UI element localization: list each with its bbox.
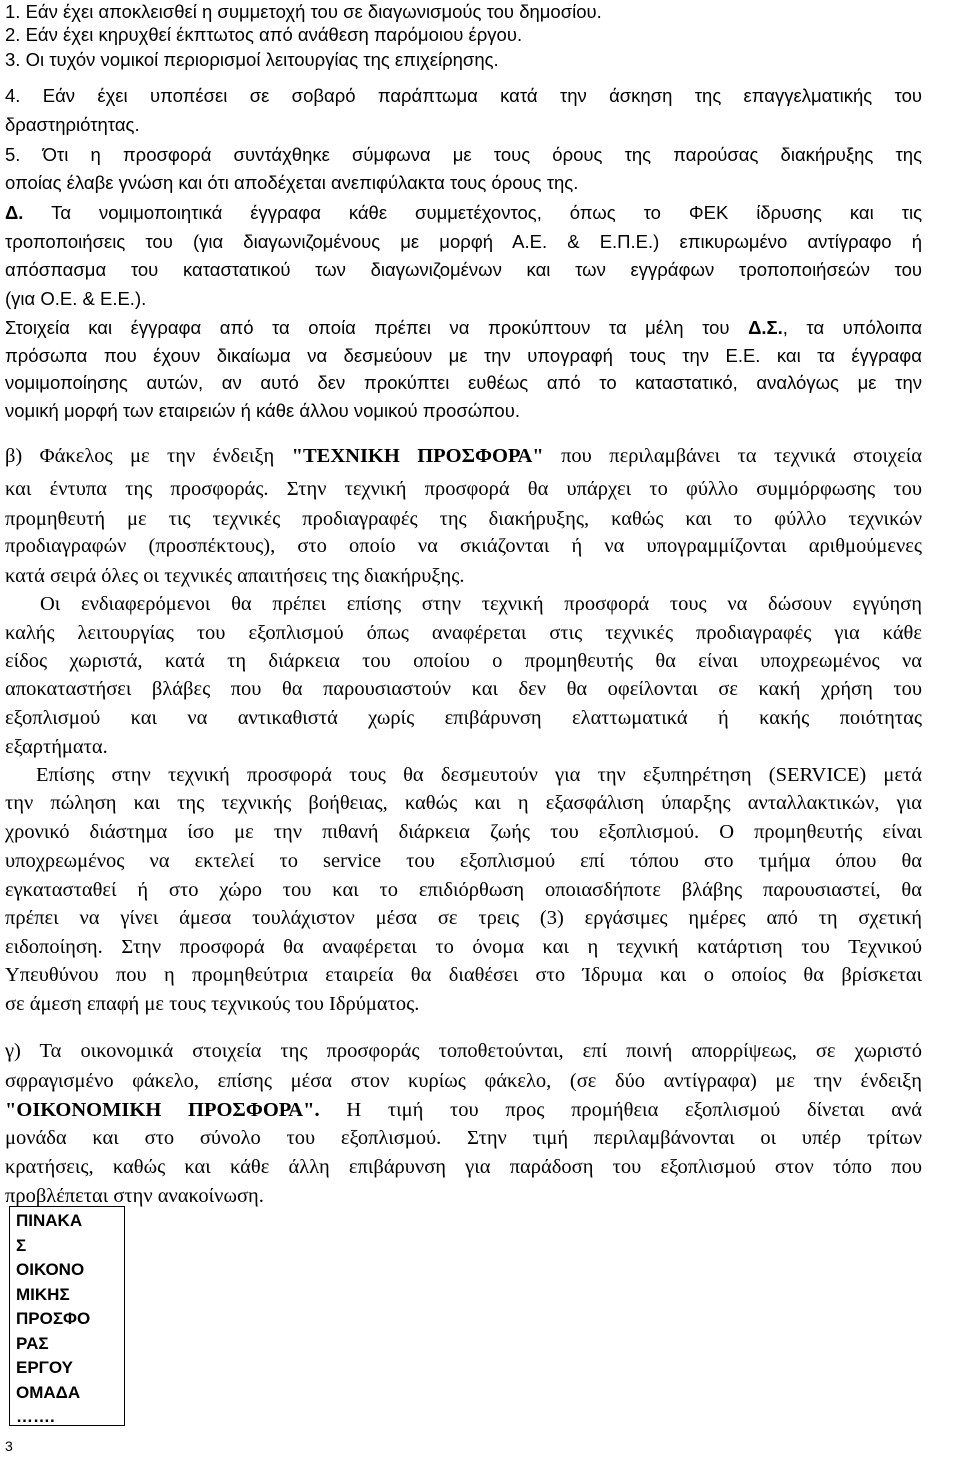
text-line: τροποποιήσεις του (για διαγωνιζομένους με μορφή Α.Ε. & Ε.Π.Ε.) επικυρωμένο αντίγραφο ή (5, 231, 922, 252)
text-span: Η τιμή του προς προμήθεια εξοπλισμού δίνεται ανά (346, 1099, 923, 1121)
bold-label: Δ. (5, 202, 24, 223)
table-cell-box (9, 1206, 125, 1426)
text-line: απόσπασμα του καταστατικού των διαγωνιζομένων και των εγγράφων τροποποιήσεών του (5, 259, 922, 280)
text-line: 3. Οι τυχόν νομικοί περιορισμοί λειτουργίας της επιχείρησης. (5, 49, 499, 70)
table-cell-line: Σ (16, 1235, 27, 1255)
text-span: , τα υπόλοιπα (782, 317, 923, 338)
text-span: που περιλαμβάνει τα τεχνικά στοιχεία (561, 445, 922, 467)
text-line: οποίας έλαβε γνώση και ότι αποδέχεται ανεπιφύλακτα τους όρους της. (5, 172, 579, 193)
text-span: Στοιχεία και έγγραφα από τα οποία πρέπει να προκύπτουν τα μέλη του (5, 317, 730, 338)
page-number: 3 (5, 1438, 13, 1454)
table-cell-line: ΠΡΟΣΦΟ (16, 1309, 91, 1328)
text-line (5, 314, 922, 342)
bold-label: "ΟΙΚΟΝΟΜΙΚΗ ΠΡΟΣΦΟΡΑ". (5, 1099, 320, 1121)
bold-label: "ΤΕΧΝΙΚΗ ΠΡΟΣΦΟΡΑ" (291, 445, 544, 467)
text-line (5, 442, 922, 470)
text-line: νομική μορφή των εταιρειών ή κάθε άλλου νομικού προσώπου. (5, 400, 520, 421)
text-line: 5. Ότι η προσφορά συντάχθηκε σύμφωνα με τους όρους της παρούσας διακήρυξης της (5, 144, 922, 165)
text-line: κατά σειρά όλες οι τεχνικές απαιτήσεις της διακήρυξης. (5, 565, 465, 587)
table-cell-line: ΕΡΓΟΥ (16, 1358, 73, 1377)
text-line: πρέπει να γίνει άμεσα τουλάχιστον μέσα σε τρεις (3) εργάσιμες ημέρες από τη σχετική (5, 907, 922, 929)
text-line: Υπευθύνου που η προμηθεύτρια εταιρεία θα διαθέσει στο Ίδρυμα και ο οποίος θα βρίσκεται (5, 964, 922, 986)
text-line: και έντυπα της προσφοράς. Στην τεχνική προσφορά θα υπάρχει το φύλλο συμμόρφωσης του (5, 478, 922, 500)
table-cell-line: ΠΙΝΑΚΑ (16, 1211, 83, 1230)
text-line: αποκαταστήσει βλάβες που θα παρουσιαστούν και δεν θα οφείλονται σε κακή χρήση του (5, 678, 922, 700)
text-line: την πώληση και της τεχνικής βοήθειας, καθώς και η εξασφάλιση ύπαρξης ανταλλακτικών, για (5, 792, 922, 814)
text-line (5, 1096, 922, 1124)
text-line: εξοπλισμού και να αντικαθιστά χωρίς επιβάρυνση ελαττωματικά ή κακής ποιότητας (5, 707, 922, 729)
text-line: ειδοποίηση. Στην προσφορά θα αναφέρεται το όνομα και η τεχνική κατάρτιση του Τεχνικού (5, 936, 922, 958)
text-line: υποχρεωμένος να εκτελεί το service του εξοπλισμού επί τόπου στο τμήμα όπου θα (5, 850, 922, 872)
text-line: πρόσωπα που έχουν δικαίωμα να δεσμεύουν με την υπογραφή τους την Ε.Ε. και τα έγγραφα (5, 345, 922, 366)
text-line: 2. Εάν έχει κηρυχθεί έκπτωτος από ανάθεση παρόμοιου έργου. (5, 24, 523, 45)
text-line: Επίσης στην τεχνική προσφορά τους θα δεσμευτούν για την εξυπηρέτηση (SERVICE) μετά (36, 764, 922, 786)
text-line: σφραγισμένο φάκελο, επίσης μέσα στον κυρίως φάκελο, (σε δύο αντίγραφα) με την ένδειξη (5, 1070, 922, 1092)
text-span: β) Φάκελος με την ένδειξη (5, 445, 275, 467)
text-line: 4. Εάν έχει υποπέσει σε σοβαρό παράπτωμα κατά την άσκηση της επαγγελματικής του (5, 85, 922, 106)
text-line: χρονικό διάστημα ίσο με την πιθανή διάρκεια ζωής του εξοπλισμού. Ο προμηθευτής είναι (5, 821, 922, 843)
text-line: καλής λειτουργίας του εξοπλισμού όπως αναφέρεται στις τεχνικές προδιαγραφές για κάθε (5, 622, 922, 644)
text-line: προβλέπεται στην ανακοίνωση. (5, 1185, 264, 1207)
text-line: εξαρτήματα. (5, 736, 108, 758)
text-line: Οι ενδιαφερόμενοι θα πρέπει επίσης στην τεχνική προσφορά τους να δώσουν εγγύηση (40, 593, 922, 615)
text-line: προμηθευτή με τις τεχνικές προδιαγραφές της διακήρυξης, καθώς και το φύλλο τεχνικών (5, 508, 922, 530)
table-cell-line: ΜΙΚΗΣ (16, 1284, 70, 1304)
table-cell-line: ΟΜΑΔΑ (16, 1382, 81, 1402)
text-line: μονάδα και στο σύνολο του εξοπλισμού. Στην τιμή περιλαμβάνονται οι υπέρ τρίτων (5, 1127, 922, 1149)
text-line: σε άμεση επαφή με τους τεχνικούς του Ιδρύματος. (5, 993, 420, 1015)
table-cell-line: ΡΑΣ (16, 1333, 49, 1353)
text-line (5, 199, 922, 227)
text-line: κρατήσεις, καθώς και κάθε άλλη επιβάρυνση για παράδοση του εξοπλισμού στον τόπο που (5, 1156, 922, 1178)
text-line: προδιαγραφών (προσπέκτους), στο οποίο να σκιάζονται ή να υπογραμμίζονται αριθμούμενες (5, 535, 922, 557)
table-cell-text (16, 1209, 90, 1430)
text-line: είδος χωριστά, κατά τη διάρκεια του οποίου ο προμηθευτής θα είναι υποχρεωμένος να (5, 650, 922, 672)
table-cell-line: ΟΙΚΟΝΟ (16, 1260, 85, 1279)
text-line: δραστηριότητας. (5, 114, 140, 135)
text-line: (για Ο.Ε. & Ε.Ε.). (5, 288, 147, 309)
bold-label: Δ.Σ. (748, 317, 783, 338)
text-line: 1. Εάν έχει αποκλεισθεί η συμμετοχή του σε διαγωνισμούς του δημοσίου. (5, 1, 602, 22)
table-cell-line: ……. (16, 1407, 55, 1426)
text-line: γ) Τα οικονομικά στοιχεία της προσφοράς τοποθετούνται, επί ποινή απορρίψεως, σε χωριστό (5, 1040, 922, 1062)
text-span: Τα νομιμοποιητικά έγγραφα κάθε συμμετέχοντος, όπως το ΦΕΚ ίδρυσης και τις (51, 202, 922, 223)
text-line: εγκατασταθεί ή στο χώρο του και το επιδιόρθωση οποιασδήποτε βλάβης παρουσιαστεί, θα (5, 879, 922, 901)
text-line: νομιμοποίησης αυτών, αν αυτό δεν προκύπτει ευθέως από το καταστατικό, αναλόγως με την (5, 372, 922, 393)
